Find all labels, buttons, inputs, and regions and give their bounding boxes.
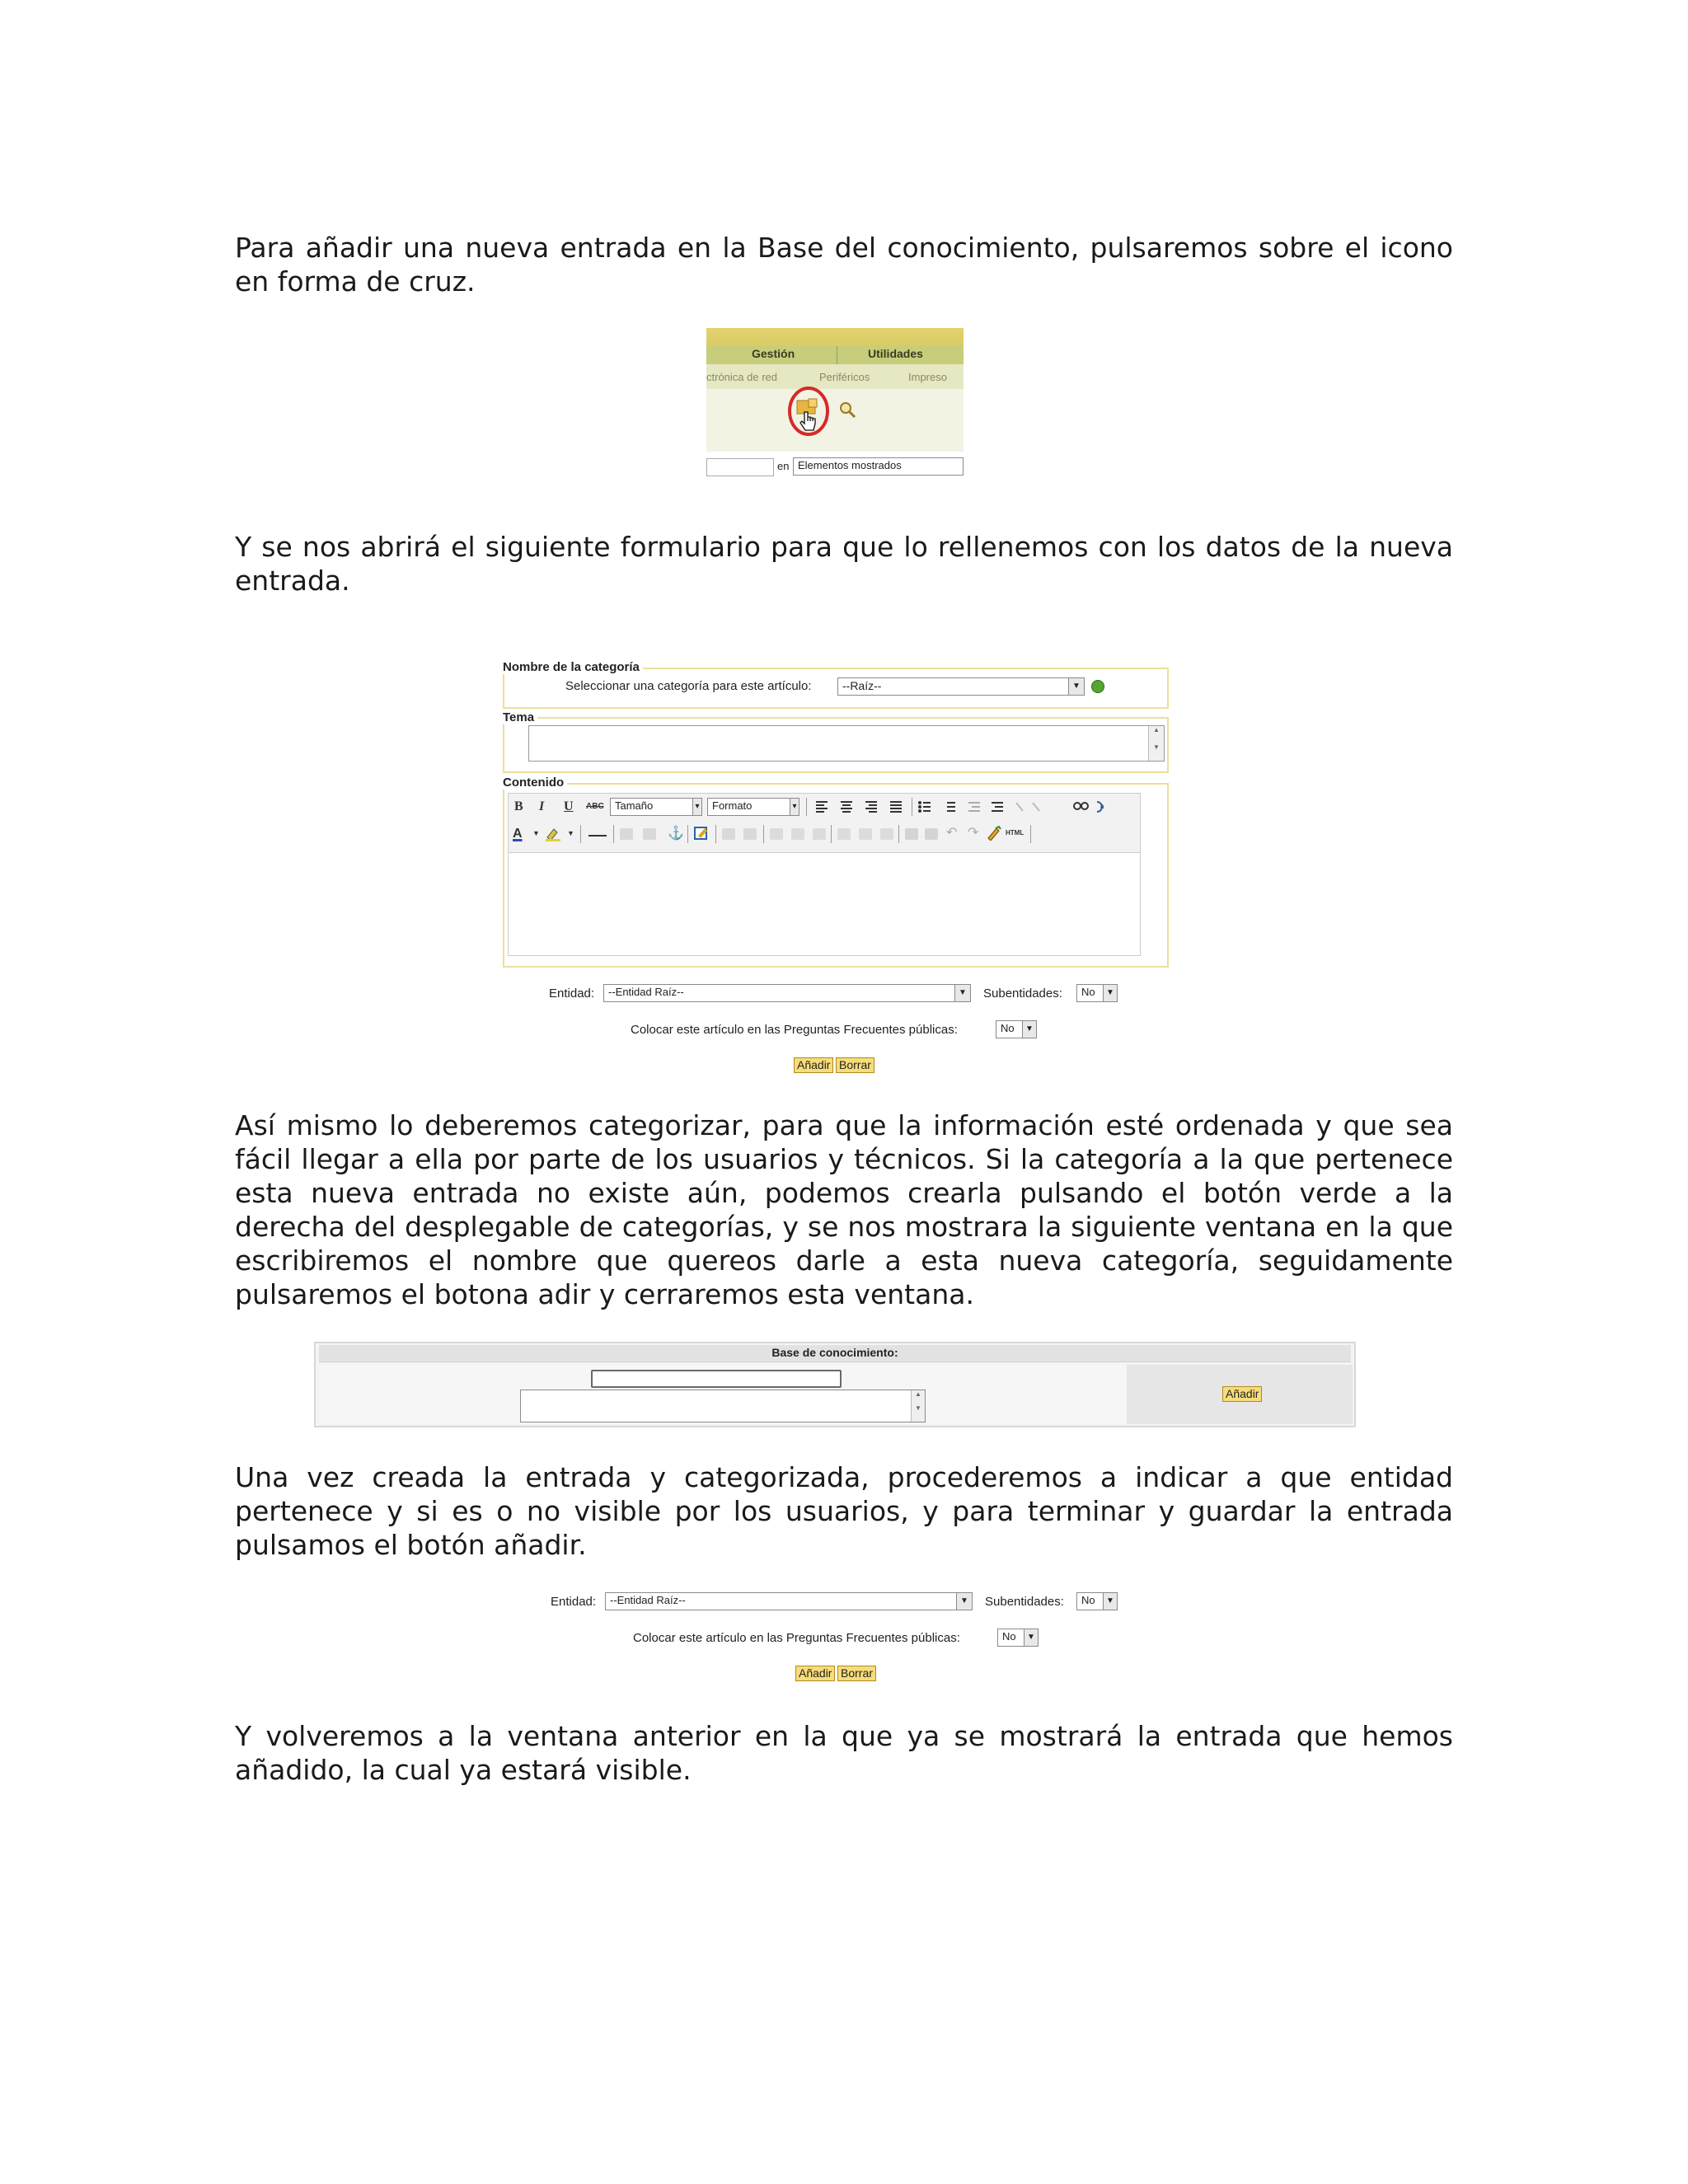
faq-select-value: No [1002,1630,1016,1643]
chevron-down-icon: ▼ [1022,1021,1036,1038]
kb-description-textarea[interactable] [520,1390,926,1422]
entidad-select-value: --Entidad Raíz-- [608,986,684,998]
format-select-value: Formato [712,799,753,812]
tab-bar-lower [706,346,964,364]
toolbar-separator [687,825,688,843]
chevron-down-icon: ▼ [1068,678,1084,695]
col-delete-icon[interactable] [859,828,872,840]
toolbar-separator [831,825,832,843]
italic-button[interactable]: I [539,799,545,813]
category-select-value: --Raíz-- [842,679,882,692]
subtab-red[interactable]: ctrónica de red [706,371,777,383]
merge-cells-icon[interactable] [905,828,918,840]
find-replace-icons[interactable] [1072,799,1110,815]
subtab-perifericos[interactable]: Periféricos [819,371,870,383]
faq-select[interactable] [996,1020,1037,1038]
unlink-icon[interactable] [643,828,656,840]
entidad-select[interactable] [605,1592,973,1610]
strikethrough-button[interactable]: ABC [586,802,604,811]
row-delete-icon[interactable] [791,828,804,840]
svg-text:a: a [1100,803,1104,810]
paragraph-entity: Una vez creada la entrada y categorizada, procederemos a indicar a que entidad pertenece y si es o no visible por los usuarios, y para terminar y guardar la entrada pulsamos el botón añadir. [235,1461,1453,1561]
entidad-label: Entidad: [551,1595,597,1609]
edit-image-icon[interactable] [693,826,710,841]
col-props-icon[interactable] [880,828,893,840]
faq-label: Colocar este artículo en las Preguntas Frecuentes públicas: [631,1023,958,1037]
contenido-legend: Contenido [503,776,567,790]
delete-button[interactable]: Borrar [836,1057,874,1073]
horizontal-rule-icon[interactable] [588,835,607,837]
toolbar-separator [898,825,899,843]
subentidades-select-value: No [1081,986,1095,998]
scrollbar[interactable]: ▲ ▼ [911,1390,925,1422]
category-select[interactable] [837,677,1085,696]
screenshot-entity-form [544,1591,1121,1688]
anchor-icon[interactable]: ⚓ [668,827,684,841]
format-select[interactable] [707,798,799,816]
subentidades-select[interactable] [1076,1592,1118,1610]
paragraph-form-intro: Y se nos abrirá el siguiente formulario para que lo rellenemos con los datos de la nueva entrada. [235,531,1453,597]
paragraph-result: Y volveremos a la ventana anterior en la que ya se mostrará la entrada que hemos añadido, la cual ya estará visible. [235,1720,1453,1786]
editor-content-area[interactable] [508,852,1141,956]
bold-button[interactable]: B [514,799,523,813]
kb-window-title: Base de conocimiento: [771,1346,898,1359]
chevron-down-icon[interactable]: ▼ [567,829,574,837]
toolbar-separator [613,825,614,843]
size-select[interactable] [610,798,702,816]
scope-select[interactable] [793,457,964,476]
toolbar-separator [715,825,716,843]
tab-utilidades[interactable]: Utilidades [868,347,923,360]
redo-icon[interactable]: ↷ [968,826,979,840]
undo-icon[interactable]: ↶ [946,826,958,840]
add-button[interactable]: Añadir [794,1057,833,1073]
faq-select-value: No [1001,1022,1015,1034]
chevron-down-icon: ▼ [1103,1593,1117,1610]
table-icon[interactable] [722,828,735,840]
toolbar-separator [806,798,807,816]
entidad-select-value: --Entidad Raíz-- [610,1594,686,1606]
kb-add-button[interactable]: Añadir [1222,1386,1262,1402]
tema-legend: Tema [503,710,537,724]
screenshot-form [501,659,1169,1080]
size-select-value: Tamaño [615,799,654,812]
underline-button[interactable]: U [564,799,574,813]
tema-textarea[interactable] [528,725,1165,762]
col-insert-icon[interactable] [837,828,851,840]
chevron-down-icon: ▼ [954,985,970,1001]
add-button[interactable]: Añadir [795,1666,835,1681]
add-category-button[interactable] [1091,680,1104,693]
search-icon[interactable] [838,401,856,419]
search-text-field[interactable] [706,458,774,476]
en-label: en [777,460,790,472]
subentidades-label: Subentidades: [985,1595,1064,1609]
chevron-down-icon: ▼ [956,1593,972,1610]
toolbar-separator [580,825,581,843]
chevron-down-icon: ▼ [1103,985,1117,1001]
scrollbar[interactable]: ▲ ▼ [1148,726,1164,761]
chevron-down-icon[interactable]: ▼ [532,829,540,837]
list-icons[interactable] [917,800,1057,813]
split-cells-icon[interactable] [925,828,938,840]
highlight-color-icon[interactable] [544,826,562,842]
cleanup-icon[interactable] [986,826,1002,841]
row-props-icon[interactable] [813,828,826,840]
hand-cursor-icon [799,410,817,434]
subentidades-select-value: No [1081,1594,1095,1606]
subtab-impresoras[interactable]: Impreso [908,371,947,383]
align-icons[interactable] [814,800,921,813]
faq-label: Colocar este artículo en las Preguntas Frecuentes públicas: [633,1631,960,1645]
faq-select[interactable] [997,1629,1039,1647]
kb-name-input[interactable] [591,1370,842,1388]
delete-button[interactable]: Borrar [837,1666,876,1681]
screenshot-toolbar [706,328,964,485]
chevron-down-icon: ▾ [692,799,701,815]
chevron-down-icon: ▼ [1024,1629,1038,1646]
screenshot-kb-window [314,1342,1356,1427]
entidad-label: Entidad: [549,987,595,1001]
toolbar-separator [763,825,764,843]
category-legend: Nombre de la categoría [503,660,643,674]
toolbar-separator [1030,825,1031,843]
subentidades-label: Subentidades: [983,987,1062,1001]
tab-gestion[interactable]: Gestión [752,347,795,360]
category-select-label: Seleccionar una categoría para este artículo: [565,679,812,693]
row-insert-icon[interactable] [770,828,783,840]
scope-select-value: Elementos mostrados [798,459,902,471]
text-color-button[interactable]: A [513,827,523,841]
html-source-button[interactable]: HTML [1006,829,1025,837]
entidad-select[interactable] [603,984,971,1002]
subentidades-select[interactable] [1076,984,1118,1002]
table-props-icon[interactable] [743,828,757,840]
chevron-down-icon: ▾ [790,799,799,815]
paragraph-intro: Para añadir una nueva entrada en la Base del conocimiento, pulsaremos sobre el icono en forma de cruz. [235,232,1453,298]
paragraph-categorize: Así mismo lo deberemos categorizar, para que la información esté ordenada y que sea fácil llegar a ella por parte de los usuarios y técnicos. Si la categoría a la que pertenece esta nueva entrada no existe aún, podemos crearla pulsando el botón verde a la derecha del desplegable de categorías, y se nos mostrara la siguiente ventana en la que escribiremos el nombre que quereos darle a esta nueva categoría, seguidamente pulsaremos el botona adir y cerraremos esta ventana. [235,1109,1453,1310]
link-icon[interactable] [620,828,633,840]
